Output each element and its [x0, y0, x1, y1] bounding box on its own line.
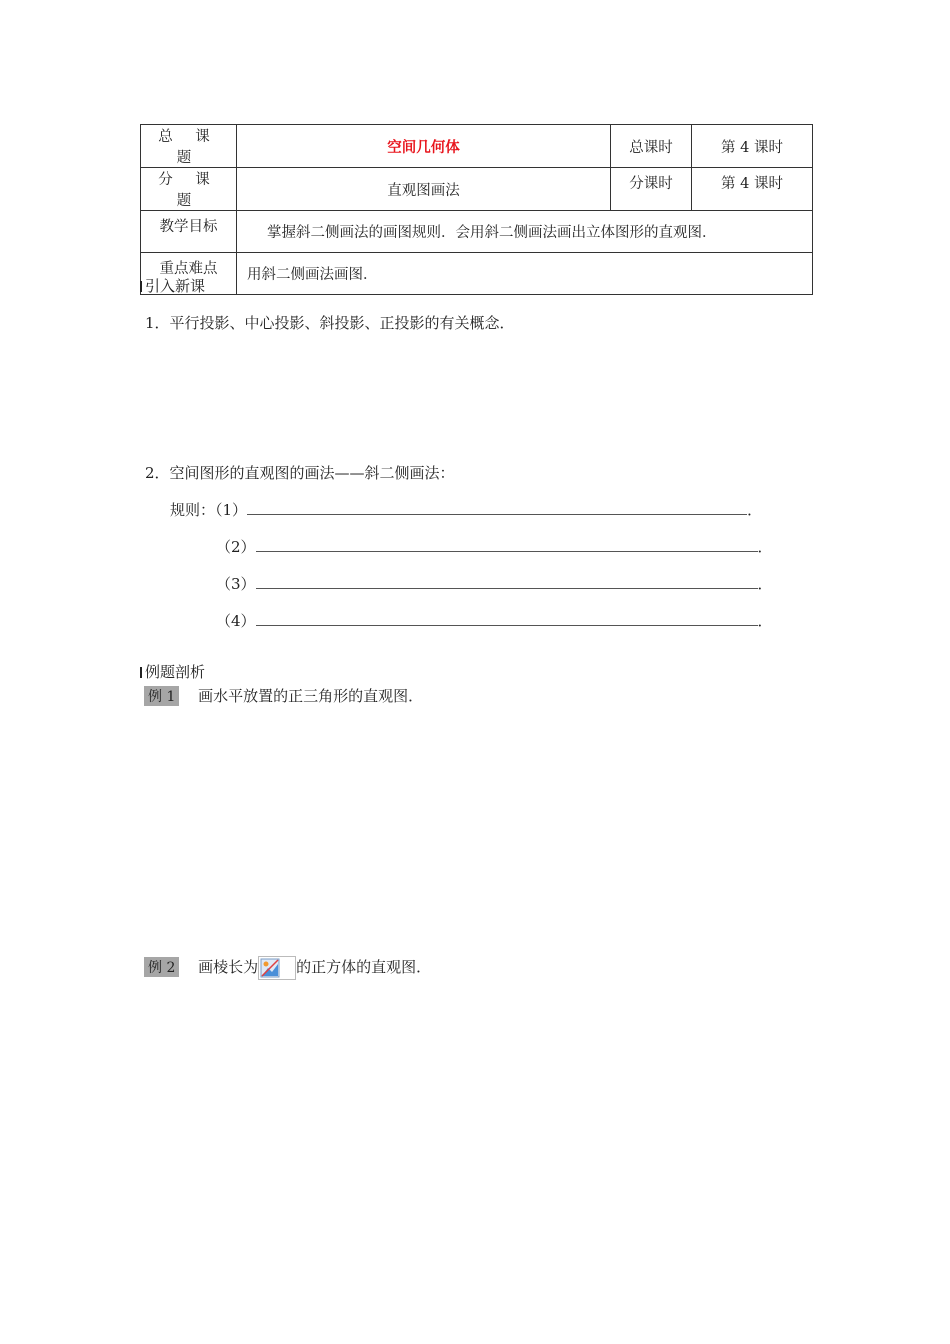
- section-heading-examples: [140, 661, 205, 682]
- item-2: 2．空间图形的直观图的画法——斜二侧画法：: [145, 464, 455, 482]
- example-text-before: 画棱长为: [198, 958, 259, 976]
- rule-4: （4） ．: [216, 612, 773, 630]
- key-points-content: 用斜二侧画法画图．: [237, 253, 813, 295]
- course-title: 空间几何体: [237, 125, 611, 168]
- example-text-after: 的正方体的直观图．: [296, 958, 432, 976]
- section-heading-text: 引入新课: [145, 277, 206, 295]
- section-heading-text: 例题剖析: [145, 663, 206, 681]
- sub-topic-label: 分 课 题: [141, 168, 237, 211]
- example-label: 例 1: [144, 686, 179, 706]
- blank-line: [256, 625, 758, 626]
- key-points-label: 重点难点: [141, 253, 237, 295]
- section-heading-intro: [140, 275, 205, 296]
- rule-3: （3） ．: [216, 575, 773, 593]
- rules-label: 规则：: [170, 501, 216, 519]
- example-2: [144, 956, 431, 980]
- sub-hours-label: 分课时: [611, 168, 692, 211]
- header-table: [140, 124, 813, 295]
- blank-line: [256, 588, 758, 589]
- example-1: [144, 685, 423, 706]
- example-label: 例 2: [144, 957, 179, 977]
- section-marker-icon: [140, 281, 142, 292]
- example-text: 画水平放置的正三角形的直观图．: [198, 687, 424, 705]
- sub-topic-value: 直观图画法: [237, 168, 611, 211]
- broken-image-icon: [258, 956, 296, 980]
- rule-2: （2） ．: [216, 538, 773, 556]
- total-topic-label: 总 课 题: [141, 125, 237, 168]
- total-hours-label: 总课时: [611, 125, 692, 168]
- blank-line: [247, 514, 747, 515]
- item-1: 1．平行投影、中心投影、斜投影、正投影的有关概念．: [145, 314, 515, 332]
- rule-number: （4）: [216, 612, 256, 630]
- rule-number: （2）: [216, 538, 256, 556]
- rule-number: （1）: [215, 501, 248, 519]
- teaching-goal-label: 教学目标: [141, 211, 237, 253]
- blank-line: [256, 551, 758, 552]
- rule-number: （3）: [216, 575, 256, 593]
- total-hours-value: 第 4 课时: [692, 125, 813, 168]
- sub-hours-value: 第 4 课时: [692, 168, 813, 211]
- teaching-goal-content: 掌握斜二侧画法的画图规则．会用斜二侧画法画出立体图形的直观图．: [237, 211, 813, 253]
- rule-1: 规则：（1） ．: [170, 501, 763, 519]
- section-marker-icon: [140, 667, 142, 678]
